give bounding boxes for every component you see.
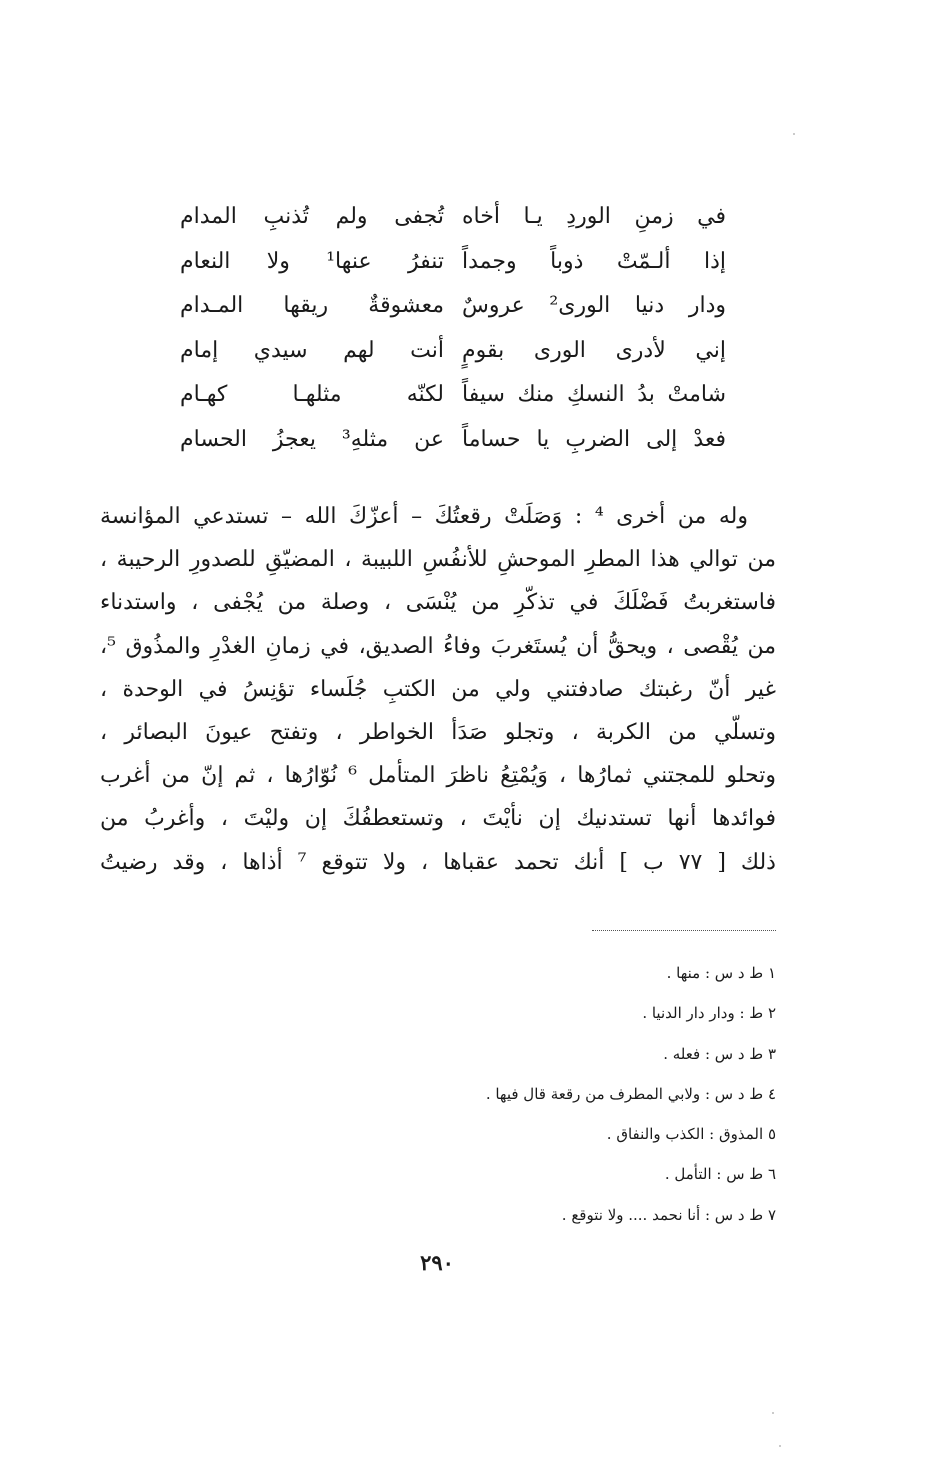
page-number: ٢٩٠ [420, 1250, 454, 1275]
verse [180, 287, 726, 332]
verse [180, 198, 726, 243]
verse [180, 376, 726, 421]
footnote: ٣ ط د س : فعله . [663, 1044, 776, 1063]
poem [180, 198, 726, 465]
footnote-divider [592, 930, 776, 931]
prose-line: ذلك [ ٧٧ ب ] أنك تحمد عقباها ، ولا تتوقع ⁷ أذاها ، وقد رضيتُ [100, 849, 776, 875]
verse-second-hemistich: عن مثلهِ³ يعجزُ الحسام [180, 426, 444, 452]
footnote: ٢ ط : ودار دار الدنيا . [642, 1004, 776, 1023]
verse-first-hemistich: في زمنِ الوردِ يـا أخاه [462, 204, 726, 229]
verse-first-hemistich: شامتْ بدُ النسكِ منك سيفاً [462, 382, 726, 407]
verse-first-hemistich: ودار دنيا الورى² عروسٌ [462, 293, 726, 318]
verse-first-hemistich: إذا ألـمّتْ ذوباً وجمداً [462, 248, 726, 274]
verse-first-hemistich: فعدْ إلى الضربِ يا حساماً [462, 426, 726, 452]
prose-line: وتحلو للمجتني ثمارُها ، وَيُمْتِعُ ناظرَ المتأمل ⁶ نُوّارُها ، ثم إنّ من أغرب [100, 763, 776, 789]
scan-speck [779, 1445, 781, 1447]
footnote: ٦ ط س : التأمل . [664, 1165, 776, 1184]
prose-paragraph [100, 498, 776, 887]
prose-line: وتسلّي من الكربة ، وتجلو صَدَأ الخواطر ، وتفتح عيونَ البصائر ، [100, 719, 776, 745]
footnote: ٥ المذوق : الكذب والنفاق . [606, 1125, 776, 1144]
prose-line: فوائدها أنها تستدنيك إن نأيْتَ ، وتستعطفُكَ إن وليْتَ ، وأغربُ من [100, 806, 776, 832]
footnote: ١ ط د س : منها . [666, 964, 776, 982]
prose-line: وله من أخرى ⁴ : وَصَلَتْ رقعتُكَ – أعزّكَ الله – تستدعي المؤانسة [100, 504, 748, 529]
footnote: ٤ ط د س : ولابي المطرف من رقعة قال فيها . [485, 1084, 776, 1103]
verse-second-hemistich: لكنّه مثلهـا كهـام [180, 382, 444, 407]
verse [180, 243, 726, 288]
scan-speck [772, 1412, 774, 1414]
prose-line: من توالي هذا المطرِ الموحشِ للأنفُسِ اللبيبة ، المضيّقِ للصدورِ الرحيبة ، [100, 547, 776, 573]
prose-line: فاستغربتُ فَضْلَكَ في تذكّرِ من يُنْسَى ، وصلة من يُجْفى ، واستدناء [100, 590, 776, 616]
verse-second-hemistich: معشوقةٌ ريقها المـدام [180, 293, 444, 318]
verse-second-hemistich: تنفرُ عنها¹ ولا النعام [180, 248, 444, 274]
prose-line: من يُقْصى ، ويحقُّ أن يُستَغربَ وفاءُ الصديق، في زمانِ الغدْرِ والمذُوق ⁵، [100, 633, 776, 659]
footnotes [380, 958, 776, 1240]
verse [180, 421, 726, 466]
verse-first-hemistich: إني لأدرى الورى بقومٍ [462, 337, 726, 363]
prose-line: غير أنّ رغبتك صادفتني ولي من الكتبِ جُلَساء تؤنِسُ في الوحدة ، [100, 676, 776, 702]
verse-second-hemistich: تُجفى ولم تُذنبِ المدام [180, 204, 444, 229]
verse [180, 332, 726, 377]
footnote: ٧ ط د س : أنا نحمد .... ولا نتوقع . [561, 1205, 776, 1224]
verse-second-hemistich: أنت لهم سيدي إمام [180, 337, 444, 363]
scan-speck [793, 133, 795, 135]
